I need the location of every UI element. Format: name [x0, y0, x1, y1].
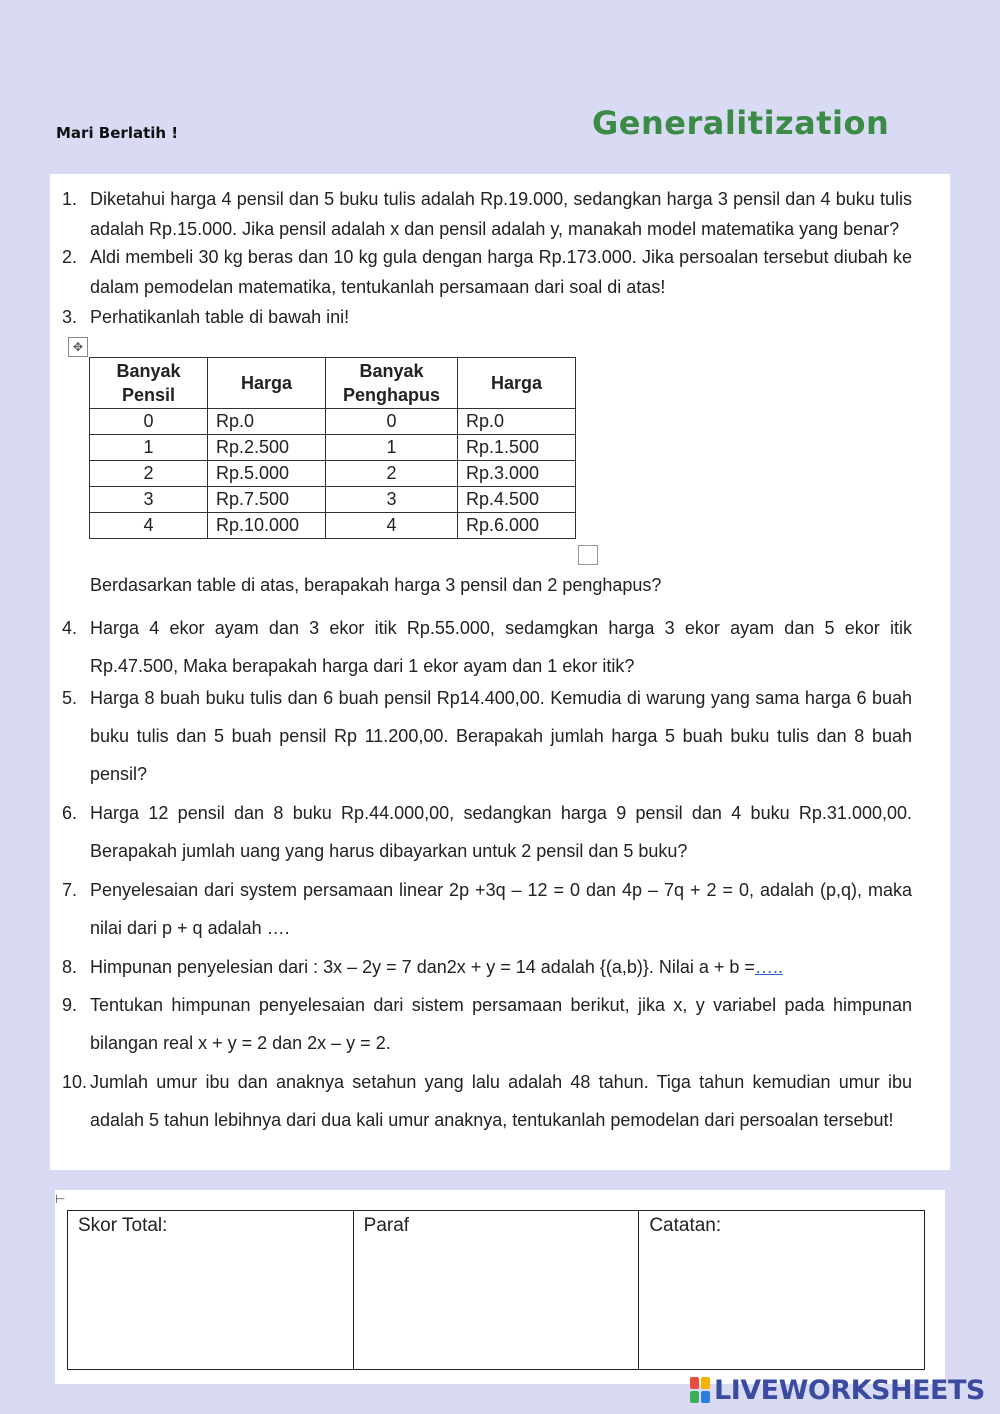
table-cell: Rp.4.500: [458, 487, 576, 513]
question-number: 2.: [62, 247, 78, 267]
question-5: [62, 679, 912, 793]
question-number: 7.: [62, 880, 78, 900]
question-text: Diketahui harga 4 pensil dan 5 buku tulis adalah Rp.19.000, sedangkan harga 3 pensil dan 4 buku tulis adalah Rp.15.000. Jika pensil adalah x dan pensil adalah y, manakah model matematika yang benar?: [90, 189, 912, 239]
table-anchor-icon: ⊢: [55, 1192, 66, 1206]
table-cell: 0: [326, 409, 458, 435]
header-left-label: Mari Berlatih !: [56, 124, 179, 142]
table-header-cell: Harga: [208, 358, 326, 409]
question-number: 4.: [62, 618, 78, 638]
question-number: 5.: [62, 688, 78, 708]
question-number: 6.: [62, 803, 78, 823]
question-1: [62, 184, 912, 244]
table-header-row: [90, 358, 576, 409]
price-table: [89, 357, 576, 539]
question-text: Aldi membeli 30 kg beras dan 10 kg gula dengan harga Rp.173.000. Jika persoalan tersebut diubah ke dalam pemodelan matematika, tentukanlah persamaan dari soal di atas!: [90, 247, 912, 297]
table-cell: Rp.6.000: [458, 513, 576, 539]
page-title: Generalitization: [592, 104, 890, 142]
table-cell: 2: [90, 461, 208, 487]
liveworksheets-mark-icon: [690, 1377, 710, 1403]
question-number: 10.: [62, 1072, 88, 1092]
question-text: Perhatikanlah table di bawah ini!: [90, 307, 350, 327]
table-row: [90, 461, 576, 487]
question-6: [62, 794, 912, 870]
table-cell: 3: [90, 487, 208, 513]
table-cell: 4: [326, 513, 458, 539]
table-row: [90, 435, 576, 461]
question-text: Tentukan himpunan penyelesaian dari sistem persamaan berikut, jika x, y variabel pada himpunan bilangan real x + y = 2 dan 2x – y = 2.: [90, 995, 912, 1053]
question-3-followup: [62, 570, 912, 600]
table-row: [90, 487, 576, 513]
table-cell: Rp.0: [208, 409, 326, 435]
table-resize-handle[interactable]: [578, 545, 598, 565]
table-cell: Rp.10.000: [208, 513, 326, 539]
table-cell: 3: [326, 487, 458, 513]
worksheet-sheet: [50, 174, 950, 1170]
question-number: 8.: [62, 957, 78, 977]
table-cell: Rp.7.500: [208, 487, 326, 513]
table-cell: Rp.1.500: [458, 435, 576, 461]
table-row: [90, 513, 576, 539]
table-cell: Rp.0: [458, 409, 576, 435]
table-header-cell: Harga: [458, 358, 576, 409]
question-10: [62, 1063, 912, 1139]
question-text: Berdasarkan table di atas, berapakah harga 3 pensil dan 2 penghapus?: [90, 575, 662, 595]
question-number: 3.: [62, 307, 78, 327]
question-text: Penyelesaian dari system persamaan linear 2p +3q – 12 = 0 dan 4p – 7q + 2 = 0, adalah (p,q), maka nilai dari p + q adalah ….: [90, 880, 912, 938]
question-9: [62, 986, 912, 1062]
question-text: Harga 8 buah buku tulis dan 6 buah pensil Rp14.400,00. Kemudia di warung yang sama harga 6 buah buku tulis dan 5 buah pensil Rp 11.200,00. Berapakah jumlah harga 5 buah buku tulis dan 8 buah pensil?: [90, 688, 912, 784]
score-total-cell: Skor Total:: [68, 1211, 354, 1370]
score-section: [55, 1190, 945, 1384]
question-text: Harga 12 pensil dan 8 buku Rp.44.000,00, sedangkan harga 9 pensil dan 4 buku Rp.31.000,00. Berapakah jumlah uang yang harus dibayarkan untuk 2 pensil dan 5 buku?: [90, 803, 912, 861]
table-cell: Rp.5.000: [208, 461, 326, 487]
question-7: [62, 871, 912, 947]
question-4: [62, 609, 912, 685]
table-cell: Rp.2.500: [208, 435, 326, 461]
question-number: 1.: [62, 189, 78, 209]
table-row: [90, 409, 576, 435]
table-cell: 1: [326, 435, 458, 461]
liveworksheets-logo: [690, 1373, 985, 1407]
question-text: Jumlah umur ibu dan anaknya setahun yang lalu adalah 48 tahun. Tiga tahun kemudian umur ibu adalah 5 tahun lebihnya dari dua kali umur anaknya, tentukanlah pemodelan dari persoalan tersebut!: [90, 1072, 912, 1130]
table-cell: 0: [90, 409, 208, 435]
answer-blank[interactable]: …..: [754, 957, 783, 977]
score-table: [67, 1210, 925, 1370]
question-3: [62, 302, 912, 332]
brand-name: LIVEWORKSHEETS: [714, 1374, 985, 1406]
table-move-icon: ✥: [68, 337, 88, 357]
table-cell: 4: [90, 513, 208, 539]
table-header-cell: Banyak Pensil: [90, 358, 208, 409]
table-cell: 1: [90, 435, 208, 461]
question-number: 9.: [62, 995, 78, 1015]
table-cell: 2: [326, 461, 458, 487]
table-cell: Rp.3.000: [458, 461, 576, 487]
question-text: Harga 4 ekor ayam dan 3 ekor itik Rp.55.000, sedamgkan harga 3 ekor ayam dan 5 ekor itik Rp.47.500, Maka berapakah harga dari 1 ekor ayam dan 1 ekor itik?: [90, 618, 912, 676]
question-text: Himpunan penyelesian dari : 3x – 2y = 7 dan2x + y = 14 adalah {(a,b)}. Nilai a + b =: [90, 957, 755, 977]
catatan-cell: Catatan:: [639, 1211, 925, 1370]
table-header-cell: Banyak Penghapus: [326, 358, 458, 409]
question-8: [62, 948, 912, 986]
question-2: [62, 242, 912, 302]
paraf-cell: Paraf: [353, 1211, 639, 1370]
